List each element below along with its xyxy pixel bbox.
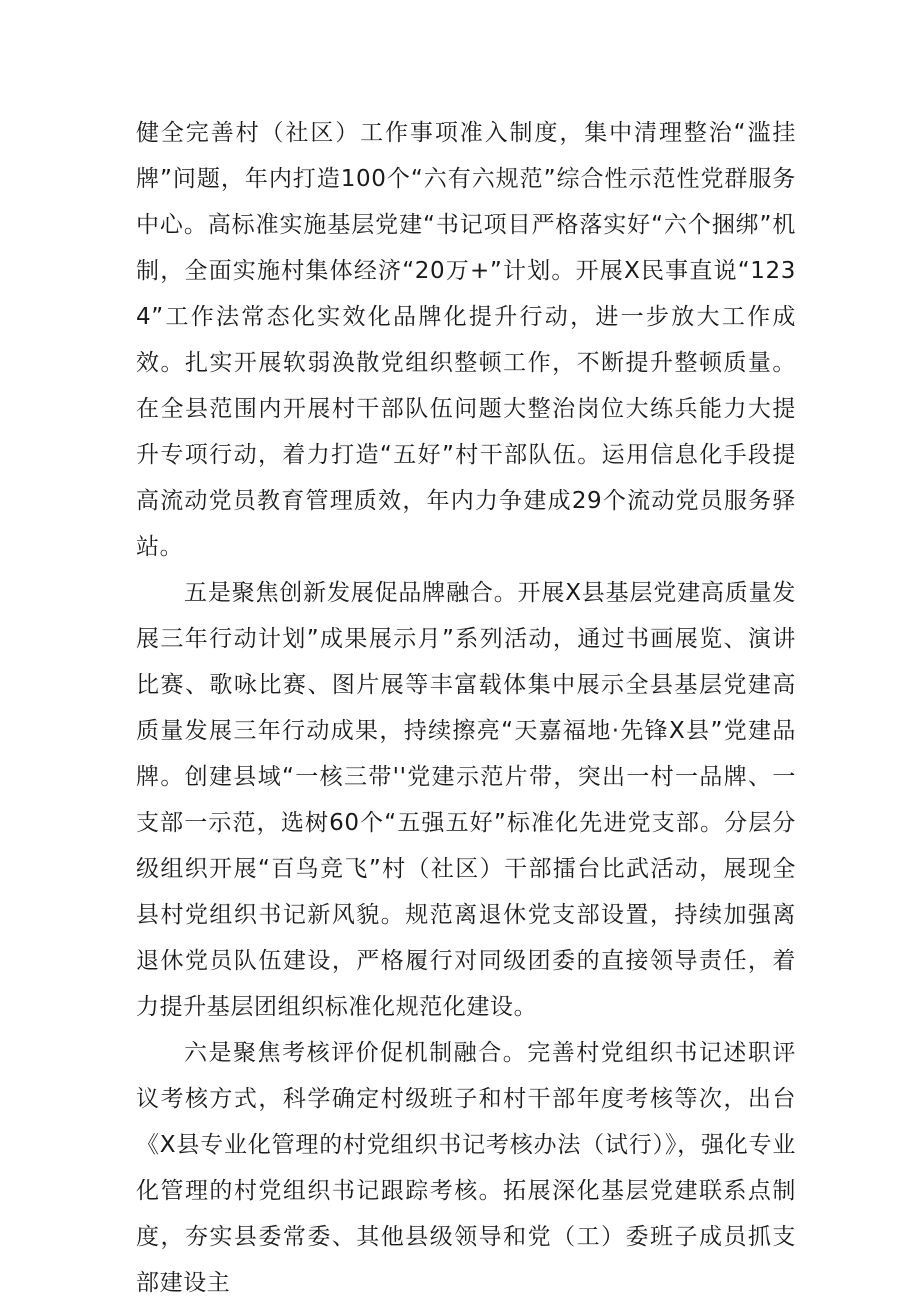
paragraph-1: 健全完善村（社区）工作事项准入制度，集中清理整治“滥挂牌”问题，年内打造100个“六有六规范”综合性示范性党群服务中心。高标准实施基层党建“书记项目严格落实好“六个捆绑”机制，全面实施村集体经济“20万+”计划。开展X民事直说“1234”工作法常态化实效化品牌化提升行动，进一步放大工作成效。扎实开展软弱涣散党组织整顿工作，不断提升整顿质量。在全县范围内开展村干部队伍问题大整治岗位大练兵能力大提升专项行动，着力打造“五好”村干部队伍。运用信息化手段提高流动党员教育管理质效，年内力争建成29个流动党员服务驿站。	[136, 120, 796, 560]
paragraph-3: 六是聚焦考核评价促机制融合。完善村党组织书记述职评议考核方式，科学确定村级班子和村干部年度考核等次，出台《X县专业化管理的村党组织书记考核办法（试行）》，强化专业化管理的村党组织书记跟踪考核。拓展深化基层党建联系点制度，夯实县委常委、其他县级领导和党（工）委班子成员抓支部建设主	[136, 1040, 796, 1296]
document-body	[136, 110, 796, 1306]
paragraph-2: 五是聚焦创新发展促品牌融合。开展X县基层党建高质量发展三年行动计划”成果展示月”系列活动，通过书画展览、演讲比赛、歌咏比赛、图片展等丰富载体集中展示全县基层党建高质量发展三年行动成果，持续擦亮“天嘉福地·先锋X县”党建品牌。创建县域“一核三带''党建示范片带，突出一村一品牌、一支部一示范，选树60个“五强五好”标准化先进党支部。分层分级组织开展“百鸟竞飞”村（社区）干部擂台比武活动，展现全县村党组织书记新风貌。规范离退休党支部设置，持续加强离退休党员队伍建设，严格履行对同级团委的直接领导责任，着力提升基层团组织标准化规范化建设。	[136, 580, 796, 1020]
